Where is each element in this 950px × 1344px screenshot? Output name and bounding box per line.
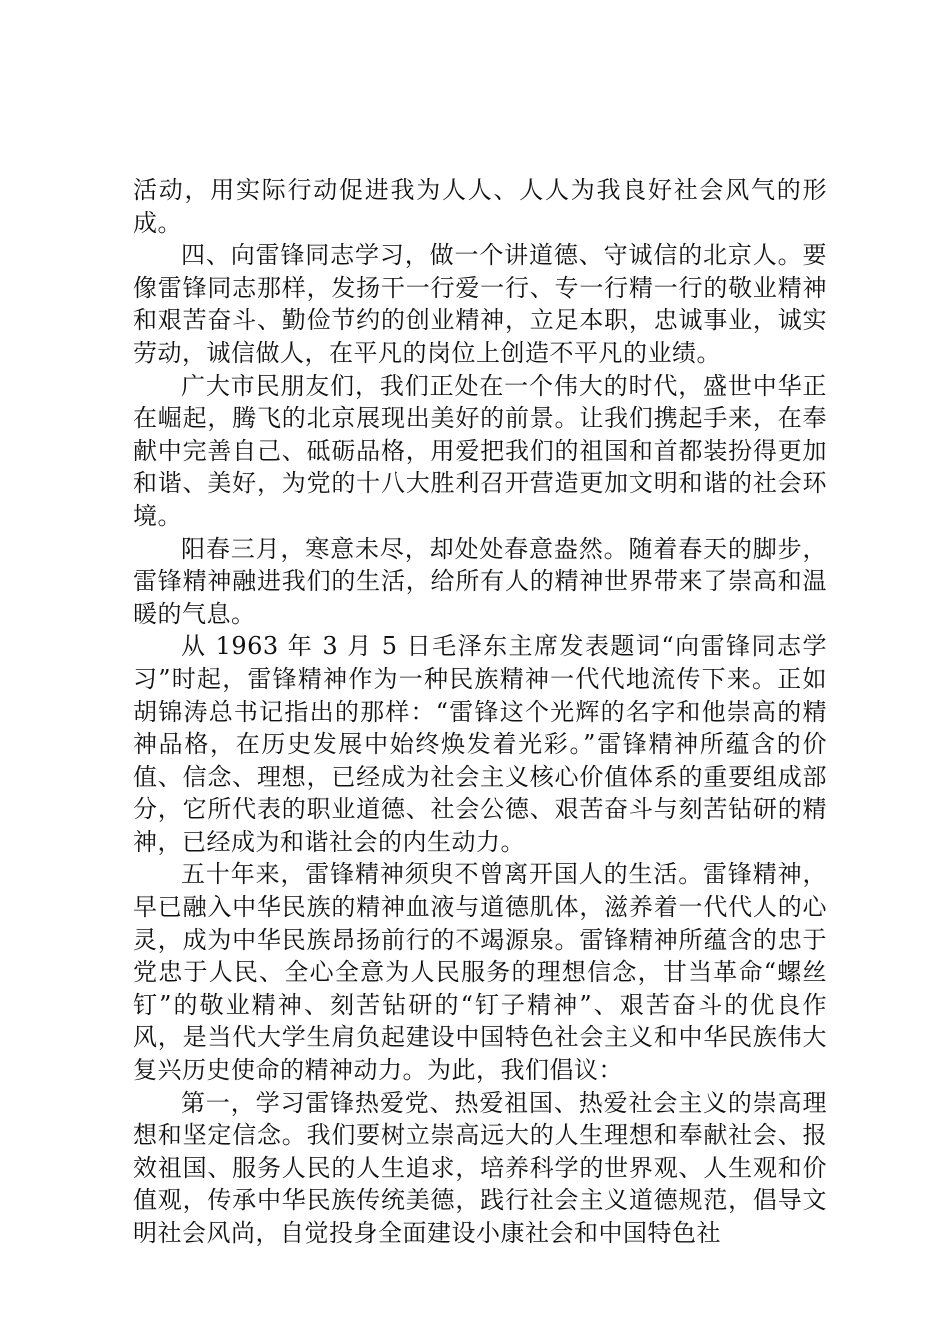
paragraph-6: 五十年来，雷锋精神须臾不曾离开国人的生活。雷锋精神，早已融入中华民族的精神血液与道德肌体，滋养着一代代人的心灵，成为中华民族昂扬前行的不竭源泉。雷锋精神所蕴含的忠于党忠于人民、全心全意为人民服务的理想信念，甘当革命“螺丝钉”的敬业精神、刻苦钻研的“钉子精神”、艰苦奋斗的优良作风，是当代大学生肩负起建设中国特色社会主义和中华民族伟大复兴历史使命的精神动力。为此，我们倡议： — [133, 860, 827, 1085]
paragraph-5: 从 1963 年 3 月 5 日毛泽东主席发表题词“向雷锋同志学习”时起，雷锋精神作为一种民族精神一代代地流传下来。正如胡锦涛总书记指出的那样：“雷锋这个光辉的名字和他崇高的精神品格，在历史发展中始终焕发着光彩。”雷锋精神所蕴含的价值、信念、理想，已经成为社会主义核心价值体系的重要组成部分，它所代表的职业道德、社会公德、艰苦奋斗与刻苦钻研的精神，已经成为和谐社会的内生动力。 — [133, 632, 827, 856]
paragraph-2: 四、向雷锋同志学习，做一个讲道德、守诚信的北京人。要像雷锋同志那样，发扬干一行爱一行、专一行精一行的敬业精神和艰苦奋斗、勤俭节约的创业精神，立足本职，忠诚事业，诚实劳动，诚信做人，在平凡的岗位上创造不平凡的业绩。 — [133, 241, 827, 367]
document-body — [133, 174, 827, 1250]
paragraph-7: 第一，学习雷锋热爱党、热爱祖国、热爱社会主义的崇高理想和坚定信念。我们要树立崇高远大的人生理想和奉献社会、报效祖国、服务人民的人生追求，培养科学的世界观、人生观和价值观，传承中华民族传统美德，践行社会主义道德规范，倡导文明社会风尚，自觉投身全面建设小康社会和中国特色社 — [133, 1088, 827, 1247]
paragraph-1: 活动，用实际行动促进我为人人、人人为我良好社会风气的形成。 — [133, 176, 827, 237]
paragraph-4: 阳春三月，寒意未尽，却处处春意盎然。随着春天的脚步，雷锋精神融进我们的生活，给所有人的精神世界带来了崇高和温暖的气息。 — [133, 534, 827, 628]
paragraph-3: 广大市民朋友们，我们正处在一个伟大的时代，盛世中华正在崛起，腾飞的北京展现出美好的前景。让我们携起手来，在奉献中完善自己、砥砺品格，用爱把我们的祖国和首都装扮得更加和谐、美好，为党的十八大胜利召开营造更加文明和谐的社会环境。 — [133, 371, 827, 530]
